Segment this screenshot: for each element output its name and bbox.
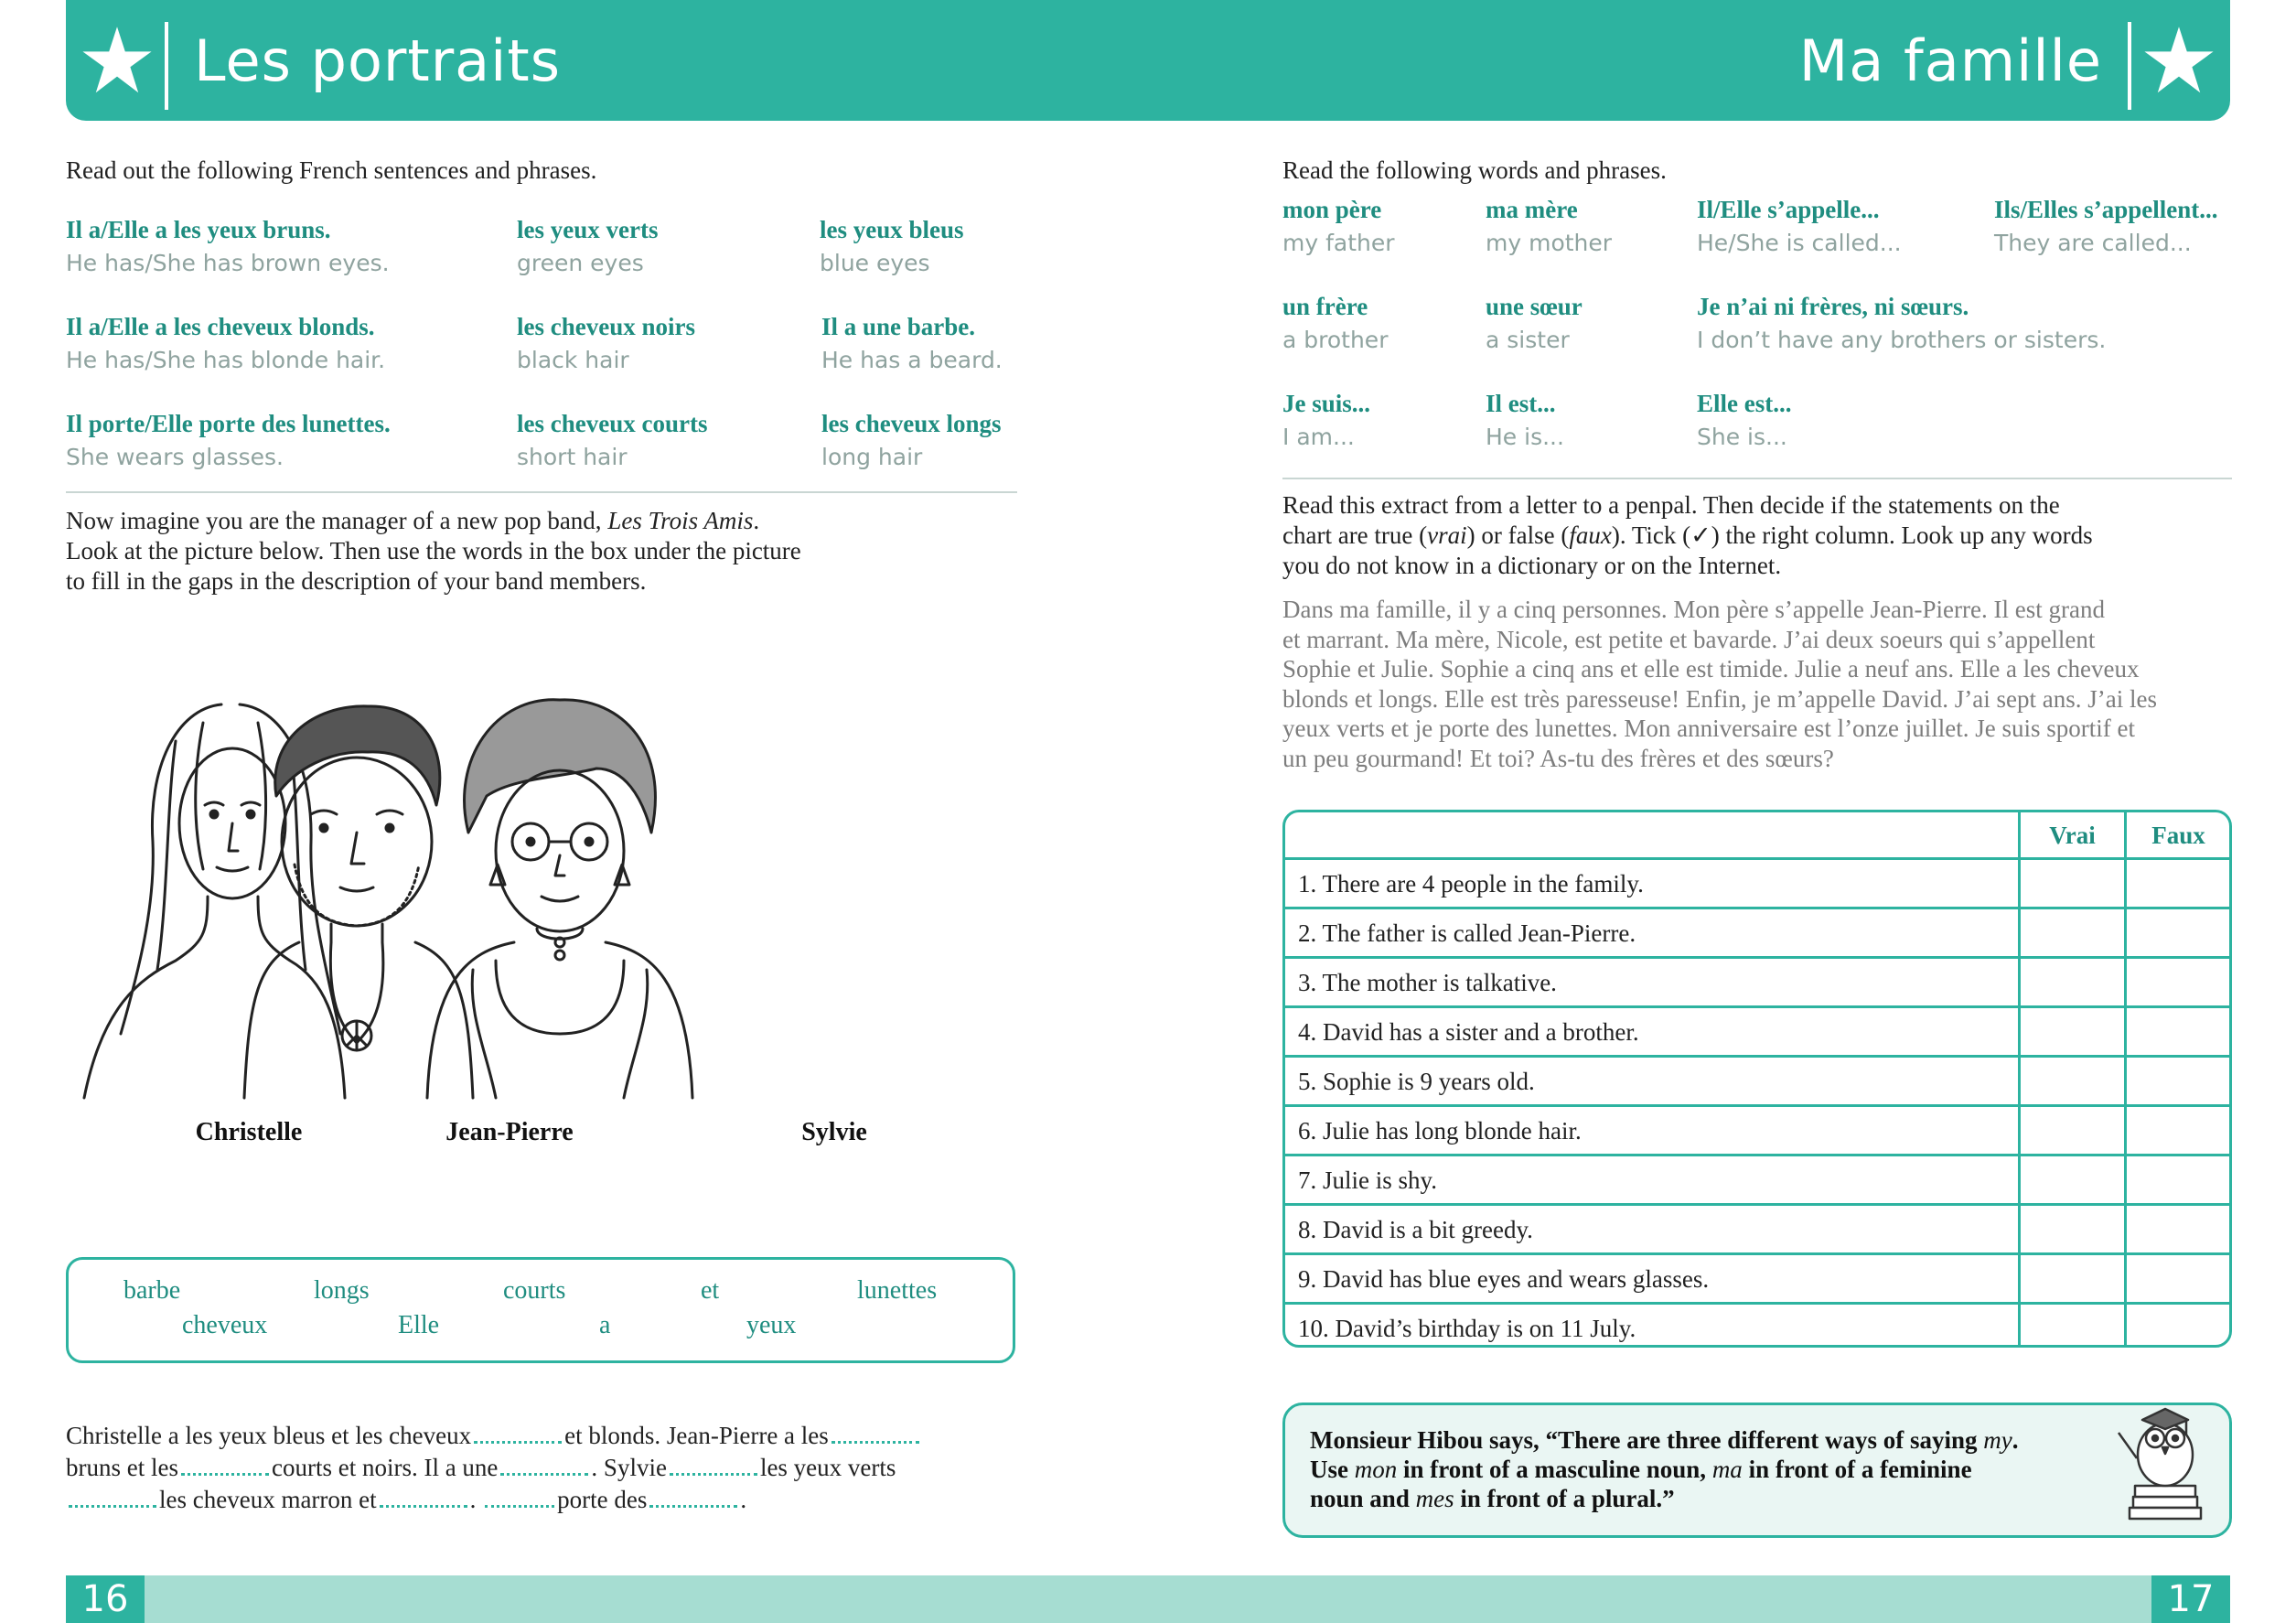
footer-bar [66,1575,2230,1623]
vrai-cell[interactable] [2021,909,2124,959]
faux-cell[interactable] [2127,1008,2230,1058]
divider [66,491,1017,493]
table-row: 4. David has a sister and a brother. [1285,1005,2229,1055]
vrai-cell[interactable] [2021,1305,2124,1348]
faux-cell[interactable] [2127,1255,2230,1305]
character-name: Christelle [195,1118,303,1146]
blank-field[interactable] [500,1456,588,1476]
vocab-item: mon père my father [1282,196,1395,256]
word-box-item: courts [503,1276,566,1305]
vrai-cell[interactable] [2021,1255,2124,1305]
vocab-item: Il est... He is... [1486,390,1564,450]
faux-cell[interactable] [2127,1058,2230,1107]
header-vrai: Vrai [2049,822,2096,849]
vocab-item: les cheveux noirs black hair [517,313,695,373]
vocab-item: les cheveux longs long hair [821,410,1002,470]
blank-field[interactable] [649,1488,737,1508]
vocab-item: Il porte/Elle porte des lunettes. She wears glasses. [66,410,391,470]
vocab-item: une sœur a sister [1486,293,1583,353]
blank-field[interactable] [670,1456,757,1476]
letter-extract: Dans ma famille, il y a cinq personnes. Mon père s’appelle Jean-Pierre. Il est grand et marrant. Ma mère, Nicole, est petite et bavarde. J’ai deux soeurs qui s’appellent Sophie et Julie. Sophie a cinq ans et elle est timide. Julie a neuf ans. Elle a les cheveux blonds et longs. Elle est très paresseuse! Enfin, je m’appelle David. J’ai sept ans. J’ai les yeux verts et je porte des lunettes. Mon anniversaire est l’onze juillet. Je suis sportif et un peu gourmand! Et toi? As-tu des frères et des sœurs? [1282,596,2157,772]
blank-field[interactable] [380,1488,467,1508]
table-row: 3. The mother is talkative. [1285,956,2229,1005]
table-row: 5. Sophie is 9 years old. [1285,1055,2229,1104]
divider [1282,478,2232,479]
vrai-cell[interactable] [2021,1206,2124,1255]
vocab-item: ma mère my mother [1486,196,1613,256]
faux-cell[interactable] [2127,1305,2230,1348]
star-icon [2128,0,2230,121]
vocab-item: Il a/Elle a les cheveux blonds. He has/She has blonde hair. [66,313,386,373]
word-box-item: barbe [123,1276,181,1305]
vocab-item: Il/Elle s’appelle... He/She is called... [1697,196,1902,256]
table-row: 8. David is a bit greedy. [1285,1203,2229,1252]
sylvie-figure [427,700,692,1098]
vocab-item: Il a une barbe. He has a beard. [821,313,1003,373]
blank-field[interactable] [831,1424,919,1444]
true-false-table [1282,810,2232,1348]
vocab-item: Elle est... She is... [1697,390,1792,450]
vocab-item: les cheveux courts short hair [517,410,708,470]
vocab-item: Ils/Elles s’appellent... They are called... [1994,196,2218,256]
word-box-item: longs [314,1276,370,1305]
vrai-cell[interactable] [2021,860,2124,909]
right-page-title: Ma famille [1798,27,2102,94]
vocab-item: les yeux bleus blue eyes [820,216,964,276]
vocab-item: un frère a brother [1282,293,1389,353]
character-name: Sylvie [801,1118,867,1146]
blank-field[interactable] [69,1488,156,1508]
right-task: Read this extract from a letter to a penpal. Then decide if the statements on the chart are true (vrai) or false (faux). Tick (✓) the right column. Look up any words you do not know in a dictionary or on the Internet. [1282,491,2093,579]
table-row: 6. Julie has long blonde hair. [1285,1104,2229,1154]
vocab-item: Je n’ai ni frères, ni sœurs. I don’t have any brothers or sisters. [1697,293,2107,353]
faux-cell[interactable] [2127,1206,2230,1255]
character-name: Jean-Pierre [445,1118,574,1146]
jean-pierre-figure [244,706,473,1098]
faux-cell[interactable] [2127,959,2230,1008]
vocab-item: Je suis... I am... [1282,390,1371,450]
faux-cell[interactable] [2127,1156,2230,1206]
table-row: 10. David’s birthday is on 11 July. [1285,1302,2229,1348]
vrai-cell[interactable] [2021,959,2124,1008]
word-box-item: a [599,1311,611,1339]
vrai-cell[interactable] [2021,1156,2124,1206]
vrai-cell[interactable] [2021,1008,2124,1058]
table-row: 7. Julie is shy. [1285,1154,2229,1203]
word-box-item: cheveux [182,1311,268,1339]
left-page-title: Les portraits [194,27,562,94]
right-page-number: 17 [2151,1575,2230,1623]
tip-text: Monsieur Hibou says, “There are three different ways of saying my. Use mon in front of a masculine noun, ma in front of a feminine noun and mes in front of a plural.” [1310,1426,2019,1512]
star-icon [66,0,168,121]
vrai-cell[interactable] [2021,1107,2124,1156]
faux-cell[interactable] [2127,909,2230,959]
owl-icon [2095,1369,2223,1530]
word-box-item: yeux [746,1311,797,1339]
left-intro: Read out the following French sentences and phrases. [66,156,597,184]
band-illustration [66,668,1017,1107]
header-separator [165,22,168,110]
gap-fill-paragraph: Christelle a les yeux bleus et les cheveux et blonds. Jean-Pierre a les bruns et les courts et noirs. Il a une . Sylvie les yeux verts les cheveux marron et . porte des . [66,1420,1017,1516]
vocab-item: les yeux verts green eyes [517,216,659,276]
vrai-cell[interactable] [2021,1058,2124,1107]
blank-field[interactable] [474,1424,562,1444]
word-box-item: et [701,1276,720,1305]
left-task: Now imagine you are the manager of a new pop band, Les Trois Amis. Look at the picture below. Then use the words in the box under the picture to fill in the gaps in the description of your band members. [66,507,801,595]
table-row: 1. There are 4 people in the family. [1285,857,2229,907]
word-box [66,1257,1015,1363]
blank-field[interactable] [485,1488,554,1508]
blank-field[interactable] [181,1456,269,1476]
left-page-number: 16 [66,1575,145,1623]
right-intro: Read the following words and phrases. [1282,156,1667,184]
word-box-item: lunettes [857,1276,938,1305]
table-row: 9. David has blue eyes and wears glasses. [1285,1252,2229,1302]
vocab-item: Il a/Elle a les yeux bruns. He has/She has brown eyes. [66,216,390,276]
table-row: 2. The father is called Jean-Pierre. [1285,907,2229,956]
faux-cell[interactable] [2127,1107,2230,1156]
header-faux: Faux [2151,822,2205,849]
word-box-item: Elle [398,1311,440,1339]
faux-cell[interactable] [2127,860,2230,909]
